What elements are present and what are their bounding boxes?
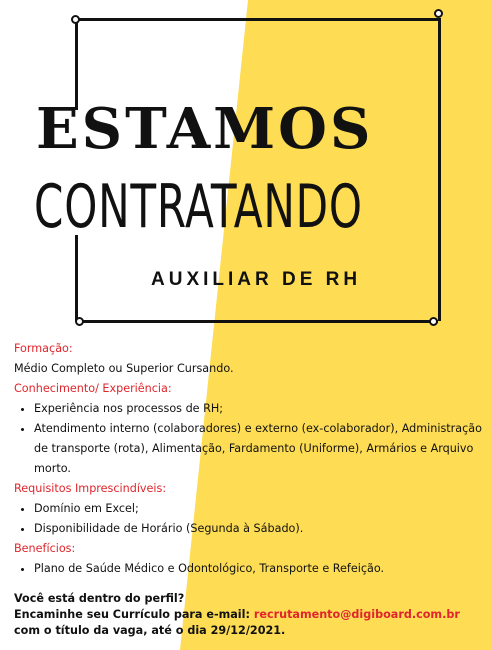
job-description bbox=[14, 339, 484, 639]
requisitos-list bbox=[14, 499, 484, 539]
formacao-text: Médio Completo ou Superior Cursando. bbox=[14, 362, 234, 375]
conhecimento-list bbox=[14, 399, 484, 479]
frame-corner-dot-bottom-left bbox=[75, 317, 84, 326]
closing-question: Você está dentro do perfil? bbox=[14, 592, 185, 605]
closing-instruction-suffix: com o título da vaga, até o dia 29/12/2021. bbox=[14, 624, 286, 637]
frame-bottom-line bbox=[77, 320, 438, 323]
section-title-formacao: Formação: bbox=[14, 342, 73, 355]
frame-corner-dot-bottom-right bbox=[429, 317, 438, 326]
contact-email-link[interactable]: recrutamento@digiboard.com.br bbox=[253, 608, 460, 621]
frame-corner-dot-top-left bbox=[71, 15, 80, 24]
list-item: • Atendimento interno (colaboradores) e externo (ex-colaborador), Administração de transporte (rota), Alimentação, Fardamento (Uniforme), Armários e Arquivo morto. bbox=[34, 419, 484, 479]
job-role-title: AUXILIAR DE RH bbox=[151, 269, 362, 290]
frame-corner-dot-top-right bbox=[434, 9, 443, 18]
headline-contratando: CONTRATANDO bbox=[34, 172, 363, 242]
beneficios-list bbox=[14, 559, 484, 579]
list-item: • Disponibilidade de Horário (Segunda à Sábado). bbox=[34, 519, 484, 539]
frame-right-line bbox=[438, 18, 441, 321]
section-title-conhecimento: Conhecimento/ Experiência: bbox=[14, 382, 172, 395]
list-item: • Experiência nos processos de RH; bbox=[34, 399, 484, 419]
closing-instruction-prefix: Encaminhe seu Currículo para e-mail: bbox=[14, 608, 254, 621]
closing-instruction bbox=[14, 607, 484, 639]
frame-top-line bbox=[75, 18, 441, 21]
list-item: • Plano de Saúde Médico e Odontológico, Transporte e Refeição. bbox=[34, 559, 484, 579]
headline-estamos: ESTAMOS bbox=[36, 96, 374, 162]
list-item: • Domínio em Excel; bbox=[34, 499, 484, 519]
frame-left-lower-line bbox=[75, 235, 78, 321]
section-title-beneficios: Benefícios: bbox=[14, 542, 76, 555]
closing-text bbox=[14, 591, 484, 639]
section-title-requisitos: Requisitos Imprescindíveis: bbox=[14, 482, 167, 495]
